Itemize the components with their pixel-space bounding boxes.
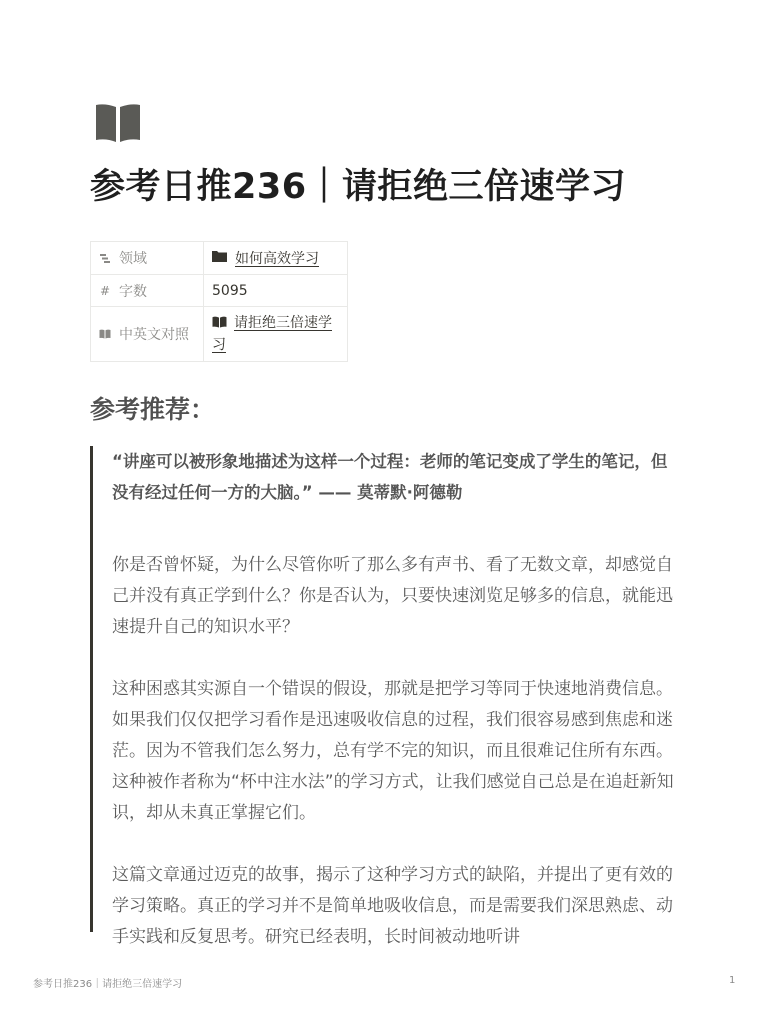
epigraph: “讲座可以被形象地描述为这样一个过程：老师的笔记变成了学生的笔记，但没有经过任何一方的大脑。” —— 莫蒂默·阿德勒 <box>112 452 668 502</box>
section-heading: 参考推荐： <box>90 395 216 424</box>
word-count-value: 5095 <box>212 282 248 299</box>
property-row-word-count <box>91 275 348 307</box>
book-small-icon <box>99 328 111 340</box>
property-key: 领域 <box>119 251 147 267</box>
domain-link[interactable]: 如何高效学习 <box>235 251 319 267</box>
page-number: 1 <box>729 975 736 986</box>
hash-icon: # <box>99 283 111 298</box>
properties-table <box>90 241 348 362</box>
property-key: 字数 <box>119 283 147 300</box>
property-key: 中英文对照 <box>119 327 189 343</box>
book-icon <box>212 316 227 328</box>
page-title: 参考日推236｜请拒绝三倍速学习 <box>90 167 627 207</box>
bilingual-link[interactable]: 请拒绝三倍速学习 <box>212 315 332 353</box>
layers-icon <box>99 252 111 264</box>
folder-icon <box>212 250 227 266</box>
property-row-bilingual <box>91 307 348 362</box>
quote-paragraph: 这种困惑其实源自一个错误的假设，那就是把学习等同于快速地消费信息。如果我们仅仅把学习看作是迅速吸收信息的过程，我们很容易感到焦虑和迷茫。因为不管我们怎么努力，总有学不完的知识，而且很难记住所有东西。这种被作者称为“杯中注水法”的学习方式，让我们感觉自己总是在追赶新知识，却从未真正掌握它们。 <box>112 679 674 823</box>
footer-title: 参考日推236｜请拒绝三倍速学习 <box>33 979 183 990</box>
book-icon <box>94 103 142 143</box>
quote-block <box>90 446 690 947</box>
property-row-domain <box>91 242 348 275</box>
quote-paragraph: 你是否曾怀疑，为什么尽管你听了那么多有声书、看了无数文章，却感觉自己并没有真正学到什么？你是否认为，只要快速浏览足够多的信息，就能迅速提升自己的知识水平？ <box>112 555 673 637</box>
quote-paragraph: 这篇文章通过迈克的故事，揭示了这种学习方式的缺陷，并提出了更有效的学习策略。真正的学习并不是简单地吸收信息，而是需要我们深思熟虑、动手实践和反复思考。研究已经表明，长时间被动地听讲 <box>112 865 673 947</box>
